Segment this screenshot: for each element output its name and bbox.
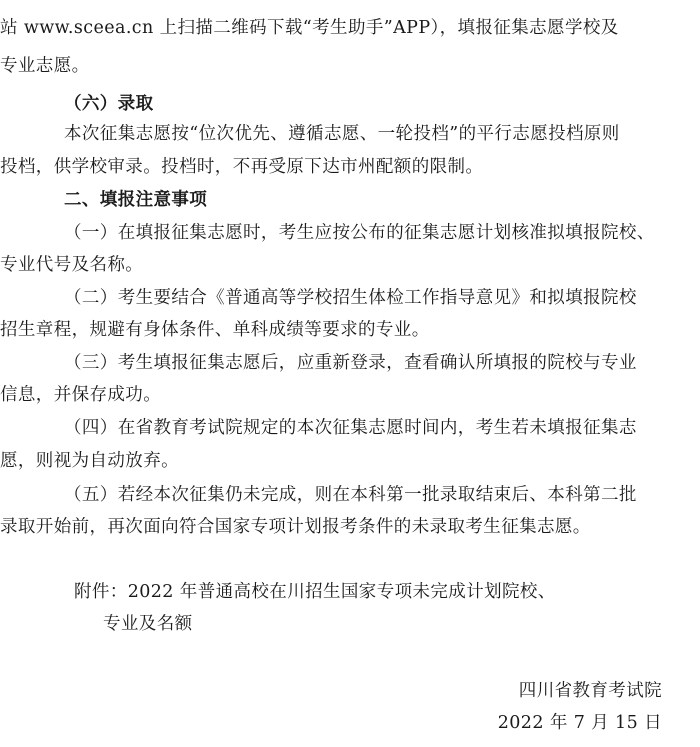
paragraph-line: 站 www.sceea.cn 上扫描二维码下载“考生助手”APP），填报征集志愿学校及 (0, 18, 619, 38)
section-heading-admission: （六）录取 (64, 94, 154, 114)
note-item-1-cont: 专业代号及名称。 (0, 255, 144, 275)
paragraph-line: 投档，供学校审录。投档时，不再受原下达市州配额的限制。 (0, 157, 484, 177)
note-item-1: （一）在填报征集志愿时，考生应按公布的征集志愿计划核准拟填报院校、 (64, 223, 655, 243)
attachment-line-cont: 专业及名额 (103, 614, 193, 634)
note-item-2: （二）考生要结合《普通高等学校招生体检工作指导意见》和拟填报院校 (64, 288, 637, 308)
paragraph-line: 专业志愿。 (0, 56, 90, 76)
attachment-line: 附件：2022 年普通高校在川招生国家专项未完成计划院校、 (74, 582, 556, 602)
signature-date: 2022 年 7 月 15 日 (497, 713, 662, 733)
section-heading-notes: 二、填报注意事项 (64, 190, 208, 210)
note-item-5: （五）若经本次征集仍未完成，则在本科第一批录取结束后、本科第二批 (64, 485, 637, 505)
note-item-3-cont: 信息，并保存成功。 (0, 385, 162, 405)
note-item-4: （四）在省教育考试院规定的本次征集志愿时间内，考生若未填报征集志 (64, 418, 637, 438)
paragraph-line: 本次征集志愿按“位次优先、遵循志愿、一轮投档”的平行志愿投档原则 (64, 124, 620, 144)
note-item-5-cont: 录取开始前，再次面向符合国家专项计划报考条件的未录取考生征集志愿。 (0, 517, 591, 537)
note-item-2-cont: 招生章程，规避有身体条件、单科成绩等要求的专业。 (0, 320, 430, 340)
signature-org: 四川省教育考试院 (518, 681, 662, 701)
note-item-4-cont: 愿，则视为自动放弃。 (0, 451, 179, 471)
note-item-3: （三）考生填报征集志愿后，应重新登录，查看确认所填报的院校与专业 (64, 353, 637, 373)
